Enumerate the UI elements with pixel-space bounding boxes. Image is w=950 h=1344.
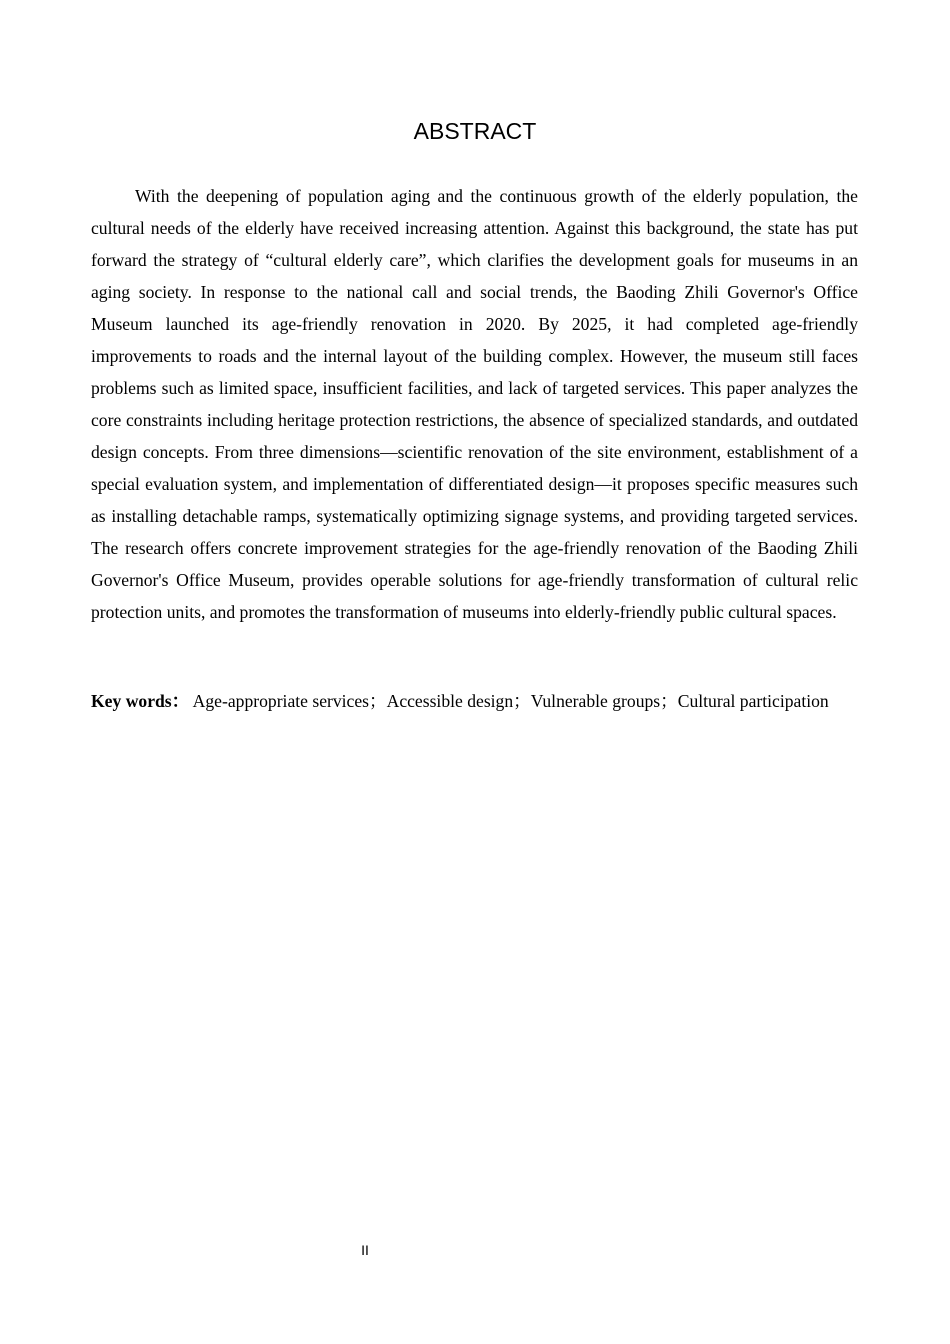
keywords-line [91,688,858,715]
keywords-label: Key words： [91,691,190,711]
keywords-text: Age-appropriate services；Accessible design；Vulnerable groups；Cultural participation [192,691,829,711]
abstract-title: ABSTRACT [413,118,537,144]
abstract-body: With the deepening of population aging and the continuous growth of the elderly population, the cultural needs of the elderly have received increasing attention. Against this background, the state has put forward the strategy of “cultural elderly care”, which clarifies the development goals for museums in an aging society. In response to the national call and social trends, the Baoding Zhili Governor's Office Museum launched its age-friendly renovation in 2020. By 2025, it had completed age-friendly improvements to roads and the internal layout of the building complex. However, the museum still faces problems such as limited space, insufficient facilities, and lack of targeted services. This paper analyzes the core constraints including heritage protection restrictions, the absence of specialized standards, and outdated design concepts. From three dimensions—scientific renovation of the site environment, establishment of a special evaluation system, and implementation of differentiated design—it proposes specific measures such as installing detachable ramps, systematically optimizing signage systems, and providing targeted services. The research offers concrete improvement strategies for the age-friendly renovation of the Baoding Zhili Governor's Office Museum, provides operable solutions for age-friendly transformation of cultural relic protection units, and promotes the transformation of museums into elderly-friendly public cultural spaces. [91,186,858,622]
page-number: II [361,1242,369,1258]
